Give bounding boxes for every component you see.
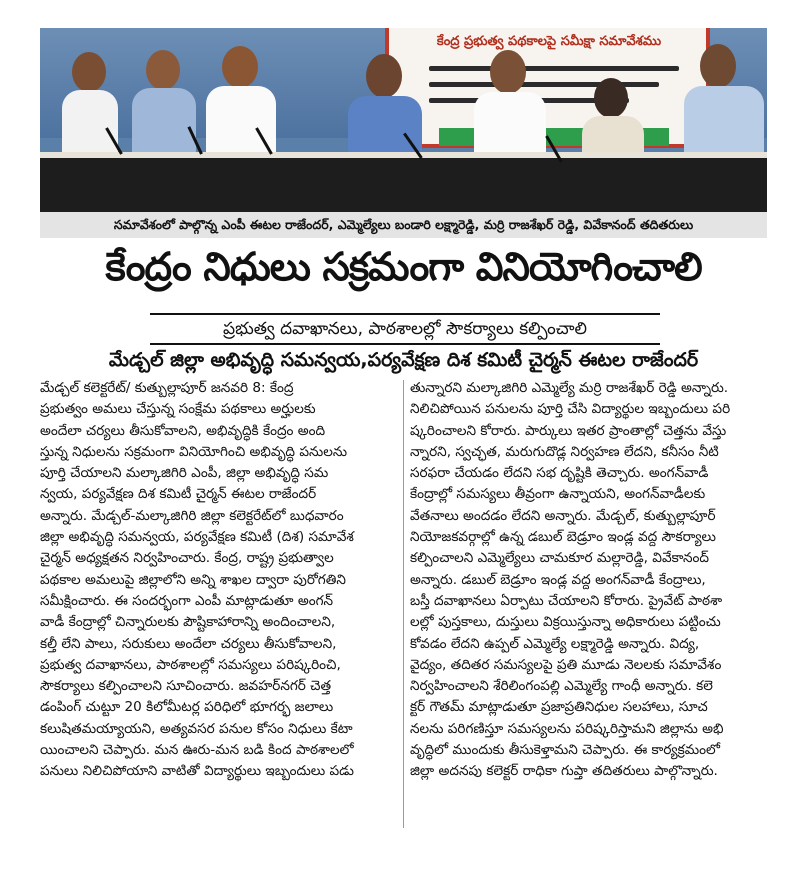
column-divider — [403, 380, 404, 828]
article-line: బస్తీ దవాఖానలు ఏర్పాటు చేయాలని కోరారు. ప్రైవేట్ పాఠశా — [410, 592, 723, 609]
article-line: కల్పించాలని ఎమ్మెల్యేలు చామకూర మల్లారెడ్డి, వివేకానంద్ — [410, 550, 710, 567]
article-line: వాడీ కేంద్రాల్లో చిన్నారులకు పౌష్టికాహారాన్ని అందించాలని, — [40, 614, 336, 631]
subheadline-1: ప్రభుత్వ దవాఖానలు, పాఠశాలల్లో సౌకర్యాలు కల్పించాలి — [150, 313, 660, 345]
article-line: కల్తీ లేని పాలు, సరుకులు అందేలా చర్యలు తీసుకోవాలని, — [40, 635, 337, 652]
article-line: వృద్ధిలో ముందుకు తీసుకెళ్తామని చెప్పారు. ఈ కార్యక్రమంలో — [410, 742, 720, 759]
article-line: న్వయ, పర్యవేక్షణ దిశ కమిటీ చైర్మన్ ఈటల రాజేందర్ — [40, 486, 317, 503]
meeting-banner — [385, 28, 710, 148]
article-line: పనులు నిలిచిపోయాని వాటితో విద్యార్థులు ఇబ్బందులు పడు — [40, 763, 354, 780]
article-line: మేడ్చల్ కలెక్టరేట్/ కుత్బుల్లాపూర్ జనవరి 8: కేంద్ర — [40, 380, 294, 396]
article-line: ష్కరించాలని కోరారు. పార్కులు ఇతర ప్రాంతాల్లో చెత్తను వేస్తు — [410, 422, 727, 439]
article-line: నలను పరిగణిస్తూ సమస్యలను పరిష్కరిస్తామని జిల్లాను అభి — [410, 720, 724, 737]
article-line: చైర్మన్ అధ్యక్షతన నిర్వహించారు. కేంద్ర, రాష్ట్ర ప్రభుత్వాల — [40, 550, 334, 567]
article-line: పూర్తి చేయాలని మల్కాజిగిరి ఎంపీ, జిల్లా అభివృద్ధి సమ — [40, 465, 329, 482]
article-line: ప్రభుత్వం అమలు చేస్తున్న సంక్షేమ పథకాలు అర్హులకు — [40, 401, 316, 418]
conference-table — [40, 158, 767, 212]
article-line: న్నారని, స్వచ్ఛత, మరుగుదొడ్ల నిర్వహణ లేదని, కనీసం నీటి — [410, 443, 719, 460]
article-line: వేతనాలు అందడం లేదని అన్నారు. మేడ్చల్, కుత్బుల్లాపూర్ — [410, 507, 716, 524]
article-line: కలుషితమయ్యాయని, అత్యవసర పనుల కోసం నిధులు కేటా — [40, 720, 353, 737]
article-line: స్తున్న నిధులను సక్రమంగా వినియోగించి అభివృద్ధి పనులను — [40, 443, 348, 460]
article-line: క్టర్ గౌతమ్ మాట్లాడుతూ ప్రజాప్రతినిధుల సలహాలు, సూచ — [410, 699, 708, 716]
article-column-left — [40, 378, 400, 783]
article-line: కోవడం లేదని ఉప్పల్ ఎమ్మెల్యే లక్ష్మారెడ్డి అన్నారు. విద్య, — [410, 635, 700, 652]
article-line: ప్రభుత్వ దవాఖానలు, పాఠశాలల్లో సమస్యలు పరిష్కరించి, — [40, 656, 341, 673]
article-line: నిలిచిపోయిన పనులను పూర్తి చేసి విద్యార్థుల ఇబ్బందులు పరి — [410, 401, 731, 418]
article-line: అన్నారు. డబుల్ బెడ్రూం ఇండ్ల వద్ద అంగన్‌వాడీ కేంద్రాలు, — [410, 571, 706, 588]
photo-caption: సమావేశంలో పాల్గొన్న ఎంపీ ఈటల రాజేందర్, ఎమ్మెల్యేలు బండారి లక్ష్మారెడ్డి, మర్రి రాజశేఖర్ రెడ్డి, వివేకానంద్ తదితరులు — [40, 212, 767, 238]
article-line: సమీక్షించారు. ఈ సందర్భంగా ఎంపీ మాట్లాడుతూ అంగన్ — [40, 592, 334, 609]
article-line: డంపింగ్ చుట్టూ 20 కిలోమీటర్ల పరిధిలో భూగర్భ జలాలు — [40, 699, 334, 716]
article-line: నిర్వహించాలని శేరిలింగంపల్లి ఎమ్మెల్యే గాంధీ అన్నారు. కలె — [410, 678, 713, 695]
headline: కేంద్రం నిధులు సక్రమంగా వినియోగించాలి — [105, 245, 702, 290]
article-line: అన్నారు. మేడ్చల్-మల్కాజిగిరి జిల్లా కలెక్టరేట్‌లో బుధవారం — [40, 507, 344, 524]
article-line: తున్నారని మల్కాజిగిరి ఎమ్మెల్యే మర్రి రాజశేఖర్ రెడ్డి అన్నారు. — [410, 380, 729, 396]
article-line: లల్లో పుస్తకాలు, దుస్తులు విక్రయిస్తున్నా అధికారులు పట్టించు — [410, 614, 721, 631]
article-line: నియోజకవర్గాల్లో ఉన్న డబుల్ బెడ్రూం ఇండ్ల వద్ద సౌకర్యాలు — [410, 529, 716, 546]
article-line: జిల్లా అభివృద్ధి సమన్వయ, పర్యవేక్షణ కమిటీ (దిశ) సమావేశ — [40, 529, 354, 546]
article-column-right — [410, 378, 770, 783]
article-line: వైద్యం, తదితర సమస్యలపై ప్రతి మూడు నెలలకు సమావేశం — [410, 656, 722, 673]
article-line: జిల్లా అదనపు కలెక్టర్ రాధికా గుప్తా తదితరులు పాల్గొన్నారు. — [410, 763, 718, 780]
banner-title: కేంద్ర ప్రభుత్వ పథకాలపై సమీక్షా సమావేశము — [436, 34, 662, 49]
subheadline-2: మేడ్చల్ జిల్లా అభివృద్ధి సమన్వయ,పర్యవేక్షణ దిశ కమిటీ చైర్మన్ ఈటల రాజేందర్ — [108, 349, 699, 371]
article-line: సరఫరా చేయడం లేదని సభ దృష్టికి తెచ్చారు. అంగన్‌వాడీ — [410, 465, 709, 482]
article-line: సౌకర్యాలు కల్పించాలని సూచించారు. జవహర్‌నగర్ చెత్త — [40, 678, 332, 695]
article-line: యించాలని చెప్పారు. మన ఊరు-మన బడి కింద పాఠశాలలో — [40, 742, 354, 759]
banner-text-line — [429, 66, 679, 71]
article-line: అందేలా చర్యలు తీసుకోవాలని, అభివృద్ధికి కేంద్రం అంది — [40, 422, 326, 439]
news-photo — [40, 28, 767, 212]
article-line: కేంద్రాల్లో సమస్యలు తీవ్రంగా ఉన్నాయని, అంగన్‌వాడీలకు — [410, 486, 706, 503]
article-line: పథకాల అమలుపై జిల్లాలోని అన్ని శాఖల ద్వారా పురోగతిని — [40, 571, 346, 588]
